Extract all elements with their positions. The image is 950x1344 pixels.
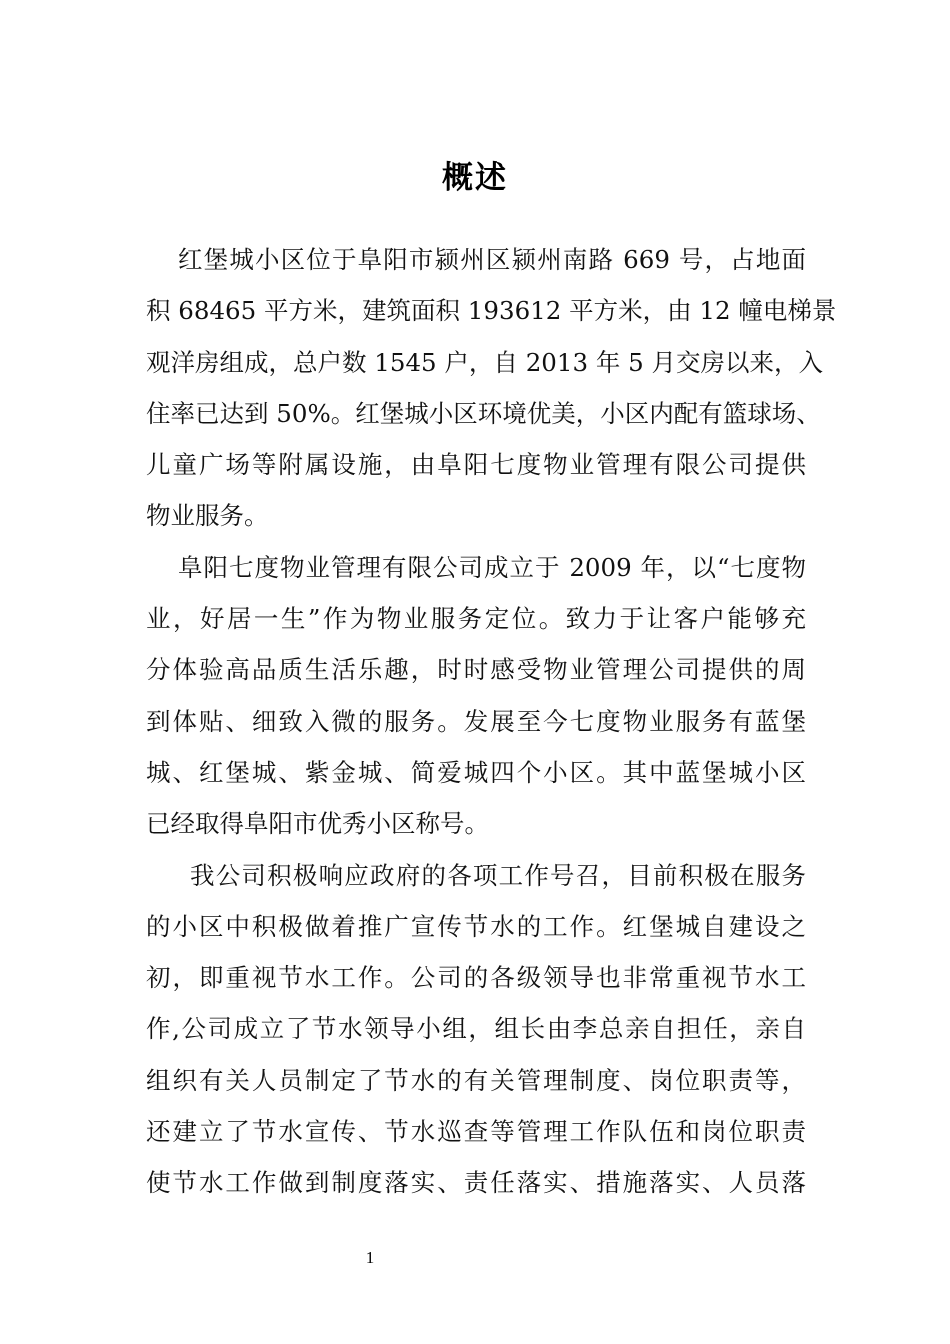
- text-line: 红堡城小区位于阜阳市颍州区颍州南路 669 号，占地面: [178, 245, 806, 274]
- text-line: 阜阳七度物业管理有限公司成立于 2009 年，以“七度物: [178, 552, 806, 582]
- text-line: 儿童广场等附属设施，由阜阳七度物业管理有限公司提供: [146, 450, 806, 480]
- text-line: 我公司积极响应政府的各项工作号召，目前积极在服务: [190, 860, 806, 890]
- text-line: 物业服务。: [146, 501, 269, 531]
- text-line: 使节水工作做到制度落实、责任落实、措施落实、人员落: [146, 1168, 806, 1198]
- document-body: [146, 234, 837, 1209]
- text-line: 的小区中积极做着推广宣传节水的工作。红堡城自建设之: [146, 911, 806, 941]
- document-title: 概述: [442, 160, 508, 196]
- text-line: 组织有关人员制定了节水的有关管理制度、岗位职责等，: [146, 1065, 806, 1095]
- text-line: 城、红堡城、紫金城、简爱城四个小区。其中蓝堡城小区: [146, 757, 806, 787]
- text-line: 积 68465 平方米，建筑面积 193612 平方米，由 12 幢电梯景: [146, 296, 837, 326]
- text-line: 已经取得阜阳市优秀小区称号。: [146, 809, 489, 839]
- text-line: 还建立了节水宣传、节水巡查等管理工作队伍和岗位职责: [146, 1117, 806, 1147]
- text-line: 观洋房组成，总户数 1545 户，自 2013 年 5 月交房以来，入: [146, 347, 824, 377]
- text-line: 住率已达到 50%。红堡城小区环境优美，小区内配有篮球场、: [146, 398, 821, 428]
- page-number: 1: [365, 1248, 375, 1267]
- text-line: 作,公司成立了节水领导小组，组长由李总亲自担任，亲自: [146, 1014, 806, 1044]
- text-line: 初，即重视节水工作。公司的各级领导也非常重视节水工: [146, 963, 806, 993]
- text-line: 到体贴、细致入微的服务。发展至今七度物业服务有蓝堡: [146, 706, 806, 736]
- text-line: 分体验高品质生活乐趣，时时感受物业管理公司提供的周: [146, 655, 806, 685]
- text-line: 业，好居一生”作为物业服务定位。致力于让客户能够充: [146, 604, 806, 634]
